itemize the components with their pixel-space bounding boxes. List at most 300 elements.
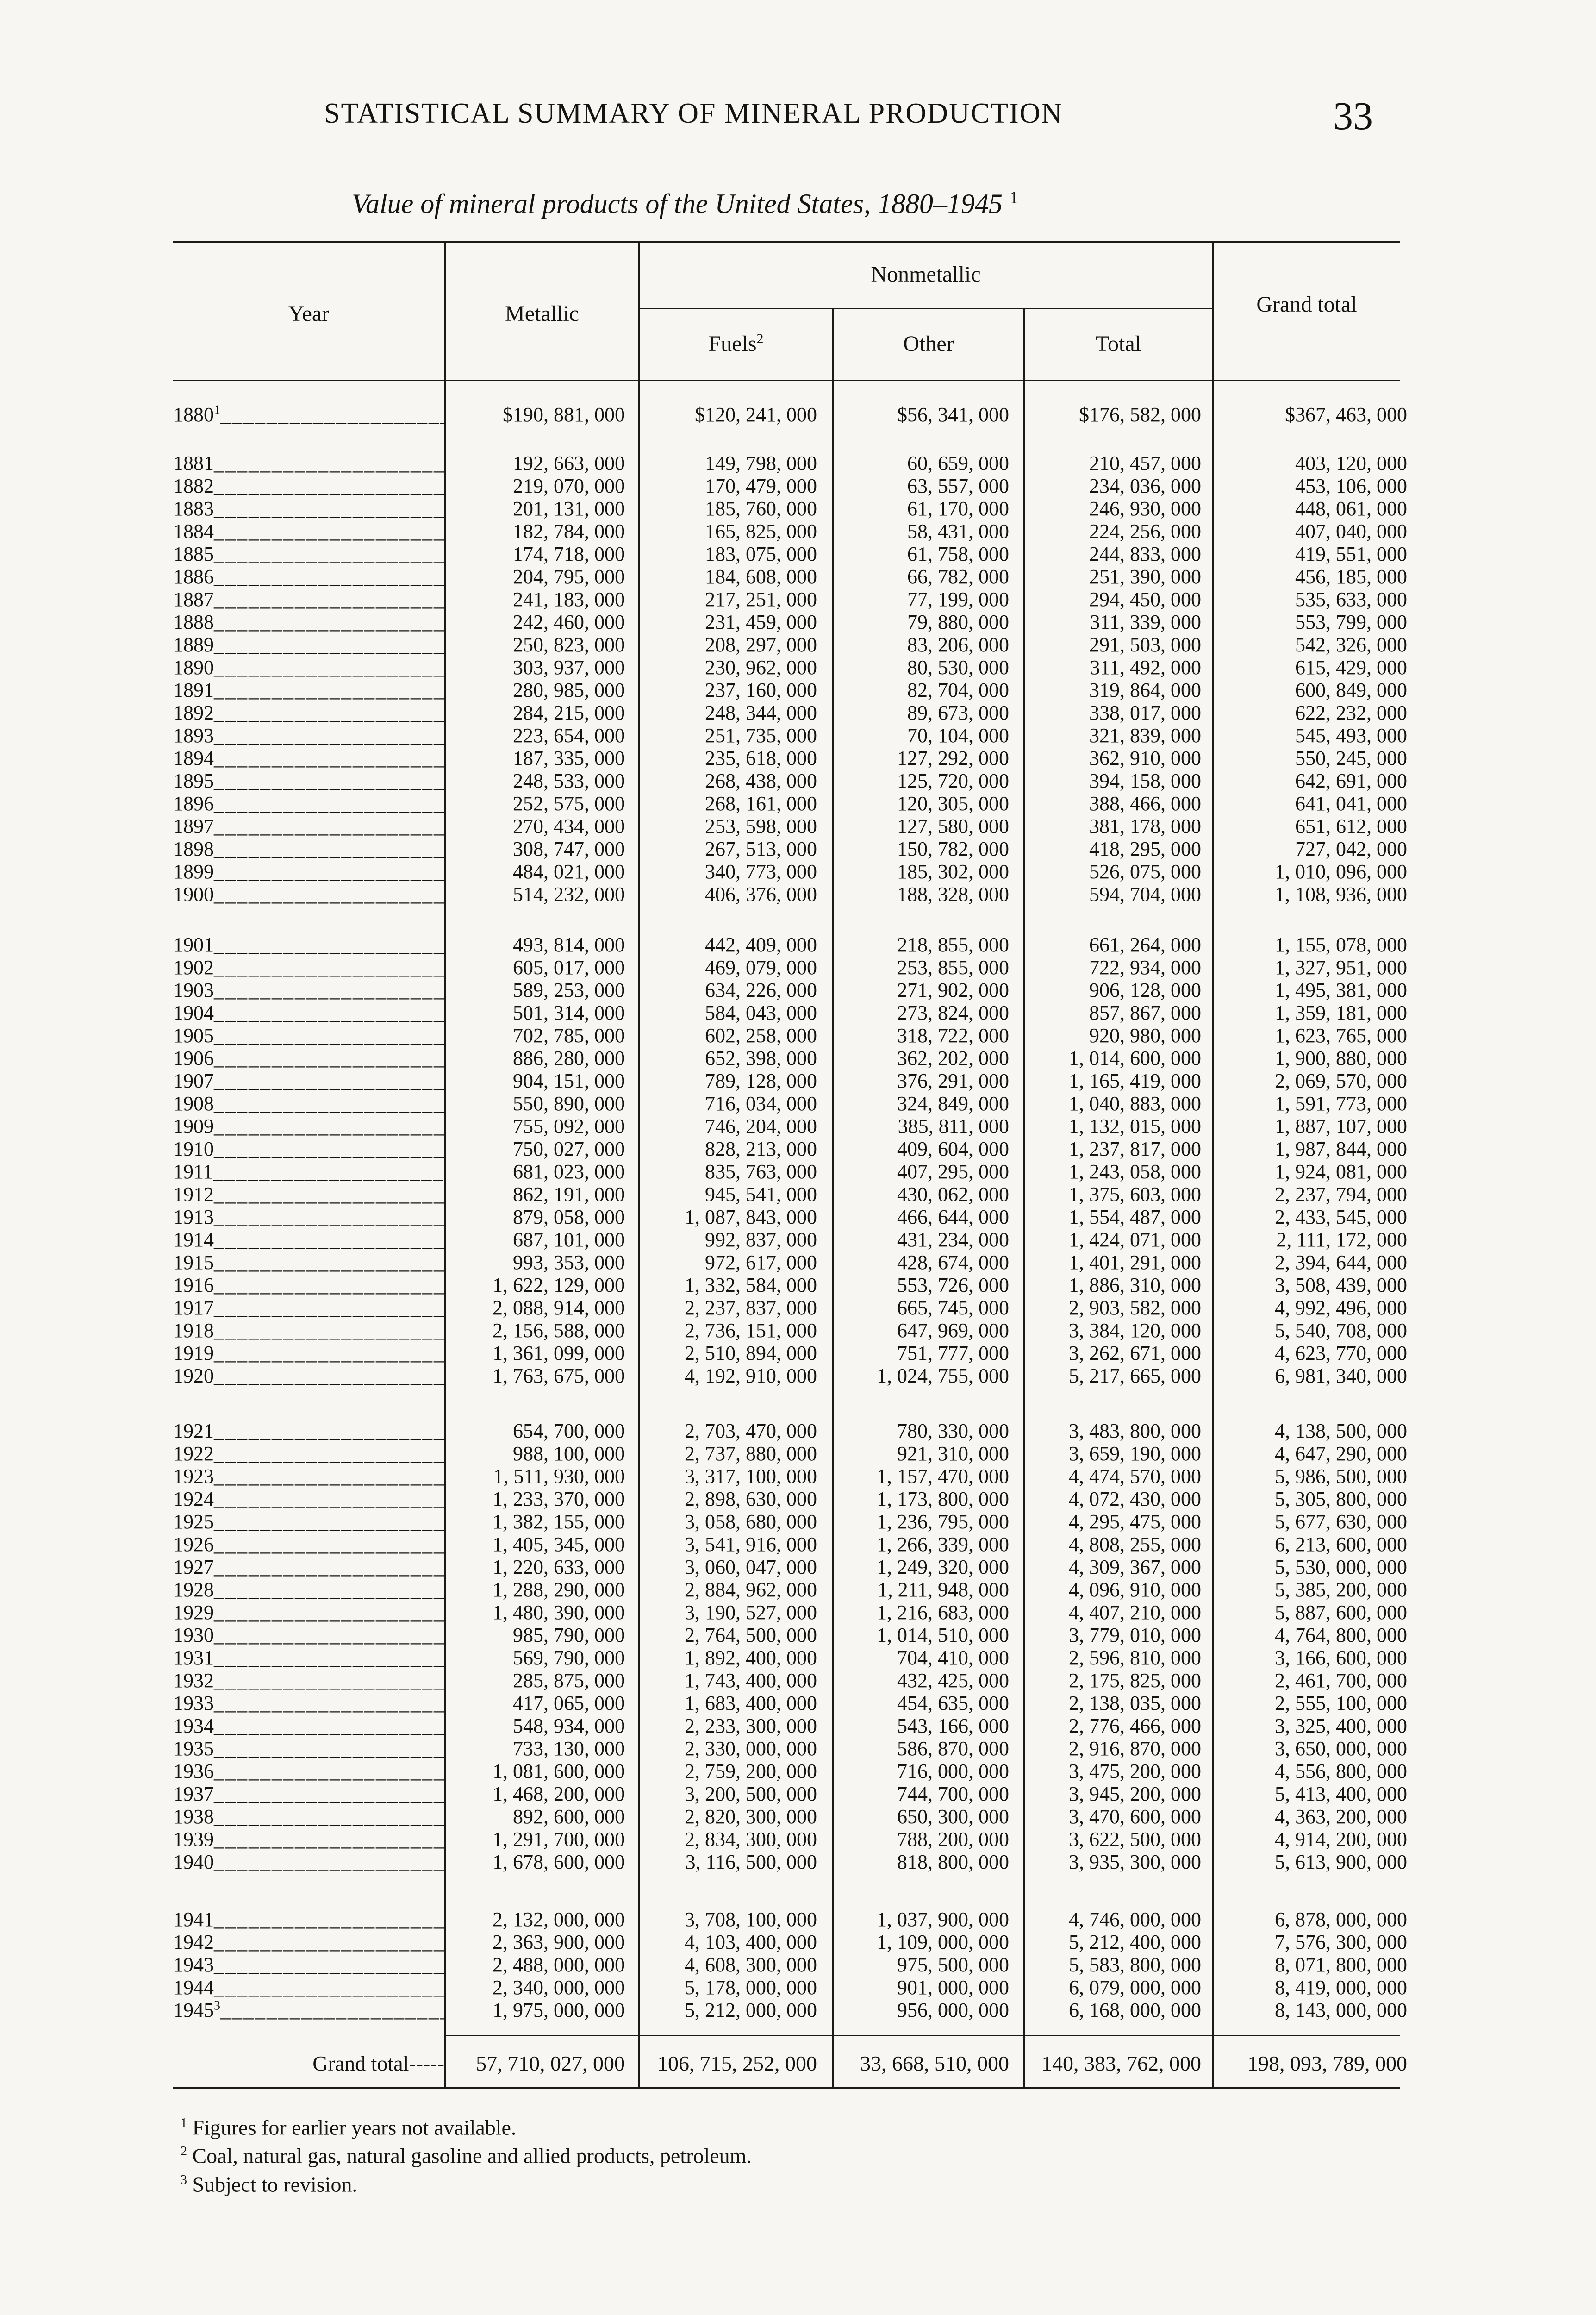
fuels-cell: 1, 892, 400, 000: [685, 1646, 817, 1669]
fuels-cell: 3, 317, 100, 000: [685, 1465, 817, 1488]
total-cell: 2, 175, 825, 000: [1069, 1669, 1201, 1692]
dot-leader: [214, 1646, 446, 1669]
total-cell: 594, 704, 000: [1089, 883, 1201, 906]
table-row: [0, 1442, 1596, 1464]
header-grand-total: Grand total: [1256, 292, 1357, 317]
total-cell: 526, 075, 000: [1089, 860, 1201, 883]
table-row: [0, 1759, 1596, 1782]
other-cell: 751, 777, 000: [897, 1342, 1009, 1364]
dot-leader: [214, 1931, 446, 1953]
total-cell: 661, 264, 000: [1089, 933, 1201, 956]
table-title-text: Value of mineral products of the United States, 1880–1945: [352, 188, 1003, 219]
grand-total-cell: $367, 463, 000: [1285, 403, 1407, 426]
other-cell: 61, 170, 000: [907, 497, 1009, 520]
metallic-cell: 1, 405, 345, 000: [493, 1533, 625, 1556]
footnote-1-text: Figures for earlier years not available.: [192, 2115, 517, 2140]
dot-leader: [214, 1624, 446, 1646]
other-cell: 80, 530, 000: [907, 656, 1009, 679]
year-value: 1881: [173, 452, 214, 475]
total-cell: 1, 237, 817, 000: [1069, 1138, 1201, 1160]
grand-total-cell: 8, 143, 000, 000: [1275, 1999, 1407, 2021]
dot-leader: [214, 724, 446, 747]
year-cell: [173, 1805, 446, 1828]
year-value: 1938: [173, 1805, 214, 1828]
year-value: 1918: [173, 1319, 214, 1342]
footnote-1: [181, 2111, 752, 2140]
grand-total-cell: 7, 576, 300, 000: [1275, 1931, 1407, 1953]
fuels-cell: 442, 409, 000: [705, 933, 817, 956]
year-value: 1926: [173, 1533, 214, 1556]
table-row: [0, 588, 1596, 610]
fuels-cell: 3, 541, 916, 000: [685, 1533, 817, 1556]
year-cell: [173, 1251, 446, 1274]
dot-leader: [214, 770, 446, 792]
year-cell: [173, 1183, 446, 1206]
grand-total-cell: 456, 185, 000: [1295, 565, 1407, 588]
metallic-cell: 892, 600, 000: [513, 1805, 625, 1828]
total-cell: 251, 390, 000: [1089, 565, 1201, 588]
table-row: [0, 1160, 1596, 1183]
metallic-cell: 2, 132, 000, 000: [493, 1908, 625, 1931]
year-value: 1931: [173, 1646, 214, 1669]
metallic-cell: 1, 468, 200, 000: [493, 1783, 625, 1805]
table-row: [0, 1646, 1596, 1669]
other-cell: 409, 604, 000: [897, 1138, 1009, 1160]
dot-leader: [214, 520, 446, 543]
footnote-2-text: Coal, natural gas, natural gasoline and allied products, petroleum.: [192, 2144, 752, 2168]
dot-leader: [213, 1160, 446, 1183]
total-cell: 4, 407, 210, 000: [1069, 1601, 1201, 1624]
fuels-cell: 183, 075, 000: [705, 543, 817, 565]
header-total: Total: [1096, 332, 1141, 356]
other-cell: 956, 000, 000: [897, 1999, 1009, 2021]
table-row: [0, 837, 1596, 860]
grand-total-cell: 3, 650, 000, 000: [1275, 1737, 1407, 1760]
grand-total-cell: 4, 914, 200, 000: [1275, 1828, 1407, 1851]
table-row: [0, 860, 1596, 882]
fuels-cell: 3, 708, 100, 000: [685, 1908, 817, 1931]
table-row: [0, 1114, 1596, 1137]
total-cell: 4, 096, 910, 000: [1069, 1578, 1201, 1601]
grand-total-cell: 1, 900, 880, 000: [1275, 1047, 1407, 1070]
table-row: [0, 933, 1596, 956]
table-row: [0, 956, 1596, 978]
year-cell: [173, 1364, 446, 1388]
dot-leader: [214, 1828, 446, 1851]
total-cell: 5, 212, 400, 000: [1069, 1931, 1201, 1953]
grand-total-cell: 2, 237, 794, 000: [1275, 1183, 1407, 1206]
grand-total-cell: 5, 305, 800, 000: [1275, 1488, 1407, 1510]
grand-total-cell: 5, 986, 500, 000: [1275, 1465, 1407, 1488]
total-cell: 722, 934, 000: [1089, 956, 1201, 979]
table-row: [0, 1930, 1596, 1953]
year-value: 1882: [173, 475, 214, 497]
fuels-cell: 231, 459, 000: [705, 611, 817, 633]
year-cell: [173, 1464, 446, 1488]
fuels-cell: 634, 226, 000: [705, 979, 817, 1001]
total-cell: 1, 886, 310, 000: [1069, 1274, 1201, 1296]
other-cell: 120, 305, 000: [897, 792, 1009, 815]
fuels-cell: 835, 763, 000: [705, 1160, 817, 1183]
metallic-cell: 1, 291, 700, 000: [493, 1828, 625, 1851]
dot-leader: [214, 1714, 446, 1737]
other-cell: 788, 200, 000: [897, 1828, 1009, 1851]
fuels-cell: 2, 884, 962, 000: [685, 1578, 817, 1601]
metallic-cell: 589, 253, 000: [513, 979, 625, 1001]
other-cell: 271, 902, 000: [897, 979, 1009, 1001]
grand-total-cell: 2, 069, 570, 000: [1275, 1070, 1407, 1092]
year-cell: [173, 519, 446, 543]
fuels-cell: 789, 128, 000: [705, 1070, 817, 1092]
grand-total-cell: 4, 138, 500, 000: [1275, 1420, 1407, 1442]
other-cell: 428, 674, 000: [897, 1251, 1009, 1274]
table-row: [0, 1827, 1596, 1850]
year-value: 1943: [173, 1953, 214, 1976]
fuels-cell: 2, 736, 151, 000: [685, 1319, 817, 1342]
grand-total-other: 33, 668, 510, 000: [860, 2052, 1009, 2075]
metallic-cell: 879, 058, 000: [513, 1206, 625, 1228]
dot-leader: [214, 1228, 446, 1251]
fuels-cell: 584, 043, 000: [705, 1001, 817, 1024]
grand-total-cell: 2, 394, 644, 000: [1275, 1251, 1407, 1274]
other-cell: 1, 109, 000, 000: [877, 1931, 1009, 1953]
dot-leader: [214, 1783, 446, 1805]
year-cell: [173, 588, 446, 611]
dot-leader: [214, 747, 446, 770]
dot-leader: [214, 1760, 446, 1783]
fuels-cell: 2, 703, 470, 000: [685, 1420, 817, 1442]
other-cell: 586, 870, 000: [897, 1737, 1009, 1760]
other-cell: 82, 704, 000: [907, 679, 1009, 701]
fuels-cell: 235, 618, 000: [705, 747, 817, 770]
total-cell: 311, 339, 000: [1090, 611, 1201, 633]
footnote-2: [181, 2140, 752, 2168]
fuels-cell: 3, 060, 047, 000: [685, 1556, 817, 1578]
other-cell: 89, 673, 000: [907, 701, 1009, 724]
metallic-cell: 988, 100, 000: [513, 1442, 625, 1465]
fuels-cell: 268, 161, 000: [705, 792, 817, 815]
year-cell: [173, 1601, 446, 1624]
table-row: [0, 1069, 1596, 1092]
fuels-cell: 340, 773, 000: [705, 860, 817, 883]
other-cell: 1, 024, 755, 000: [877, 1364, 1009, 1387]
table-row: [0, 1908, 1596, 1930]
dot-leader: [214, 452, 446, 475]
total-cell: 246, 930, 000: [1089, 497, 1201, 520]
table-row: [0, 746, 1596, 769]
grand-total-cell: 6, 213, 600, 000: [1275, 1533, 1407, 1556]
table-row: [0, 1714, 1596, 1737]
table-row: [0, 656, 1596, 678]
year-footnote-mark: 1: [214, 403, 220, 418]
year-value: 1900: [173, 883, 214, 906]
other-cell: 716, 000, 000: [897, 1760, 1009, 1783]
metallic-cell: 493, 814, 000: [513, 933, 625, 956]
year-cell: [173, 724, 446, 747]
fuels-cell: 2, 820, 300, 000: [685, 1805, 817, 1828]
table-row: [0, 1137, 1596, 1160]
other-cell: 185, 302, 000: [897, 860, 1009, 883]
total-cell: 2, 138, 035, 000: [1069, 1692, 1201, 1714]
metallic-cell: 2, 363, 900, 000: [493, 1931, 625, 1953]
year-cell: [173, 933, 446, 957]
year-value: 1898: [173, 838, 214, 860]
grand-total-cell: 642, 691, 000: [1295, 770, 1407, 792]
nonmetallic-divider-rule: [638, 308, 1212, 309]
fuels-cell: 3, 200, 500, 000: [685, 1783, 817, 1805]
table-row: [0, 1183, 1596, 1205]
dot-leader: [220, 403, 446, 426]
table-row: [0, 1205, 1596, 1228]
metallic-cell: 2, 156, 588, 000: [493, 1319, 625, 1342]
total-cell: 3, 622, 500, 000: [1069, 1828, 1201, 1851]
other-cell: 60, 659, 000: [907, 452, 1009, 475]
header-fuels-footnote-mark: 2: [756, 331, 764, 346]
year-value: 1940: [173, 1851, 214, 1873]
table-bottom-rule: [173, 2087, 1400, 2089]
total-cell: 1, 401, 291, 000: [1069, 1251, 1201, 1274]
metallic-cell: 1, 233, 370, 000: [493, 1488, 625, 1510]
year-cell: [173, 451, 446, 475]
dot-leader: [214, 1578, 446, 1601]
fuels-cell: 716, 034, 000: [705, 1092, 817, 1115]
table-top-rule: [173, 241, 1400, 243]
other-cell: 744, 700, 000: [897, 1783, 1009, 1805]
grand-total-cell: 550, 245, 000: [1295, 747, 1407, 770]
dot-leader: [214, 956, 446, 979]
grand-total-cell: 2, 461, 700, 000: [1275, 1669, 1407, 1692]
grand-total-cell: 4, 992, 496, 000: [1275, 1296, 1407, 1319]
table-row: [0, 451, 1596, 474]
table-row: [0, 610, 1596, 633]
fuels-cell: 3, 190, 527, 000: [685, 1601, 817, 1624]
metallic-cell: 192, 663, 000: [513, 452, 625, 475]
metallic-cell: 605, 017, 000: [513, 956, 625, 979]
year-value: 1945: [173, 1999, 214, 2021]
metallic-cell: 1, 288, 290, 000: [493, 1578, 625, 1601]
year-cell: [173, 1533, 446, 1556]
footnote-1-mark: 1: [181, 2116, 187, 2130]
grand-total-cell: 8, 419, 000, 000: [1275, 1976, 1407, 1999]
year-value: 1921: [173, 1420, 214, 1442]
year-cell: [173, 792, 446, 815]
dot-leader: [214, 1805, 446, 1828]
dot-leader: [214, 1953, 446, 1976]
fuels-cell: 251, 735, 000: [705, 724, 817, 747]
grand-total-cell: 553, 799, 000: [1295, 611, 1407, 633]
dot-leader: [214, 979, 446, 1001]
grand-total-cell: 5, 613, 900, 000: [1275, 1851, 1407, 1873]
fuels-cell: 2, 898, 630, 000: [685, 1488, 817, 1510]
grand-total-cell: 5, 413, 400, 000: [1275, 1783, 1407, 1805]
fuels-cell: 1, 683, 400, 000: [685, 1692, 817, 1714]
table-title: [352, 188, 1018, 220]
dot-leader: [214, 838, 446, 860]
other-cell: 253, 855, 000: [897, 956, 1009, 979]
table-row: [0, 1976, 1596, 1998]
fuels-cell: 3, 058, 680, 000: [685, 1510, 817, 1533]
table-row: [0, 1691, 1596, 1714]
grand-total-cell: 1, 359, 181, 000: [1275, 1001, 1407, 1024]
year-value: 1886: [173, 565, 214, 588]
fuels-cell: 170, 479, 000: [705, 475, 817, 497]
year-cell: [173, 956, 446, 979]
year-cell: [173, 633, 446, 657]
year-value: 1899: [173, 860, 214, 883]
year-cell: [173, 1510, 446, 1533]
year-value: 1906: [173, 1047, 214, 1070]
total-cell: 857, 867, 000: [1089, 1001, 1201, 1024]
year-value: 1884: [173, 520, 214, 543]
other-cell: 466, 644, 000: [897, 1206, 1009, 1228]
year-cell: [173, 1555, 446, 1579]
table-row: [0, 474, 1596, 497]
dot-leader: [214, 1669, 446, 1692]
year-value: 1917: [173, 1296, 214, 1319]
year-value: 1889: [173, 633, 214, 656]
total-cell: 1, 375, 603, 000: [1069, 1183, 1201, 1206]
year-value: 1887: [173, 588, 214, 611]
total-cell: 362, 910, 000: [1089, 747, 1201, 770]
year-value: 1920: [173, 1364, 214, 1387]
dot-leader: [214, 1692, 446, 1714]
total-cell: 321, 839, 000: [1089, 724, 1201, 747]
dot-leader: [214, 815, 446, 838]
other-cell: 70, 104, 000: [907, 724, 1009, 747]
year-value: 1914: [173, 1228, 214, 1251]
year-cell: [173, 1827, 446, 1851]
table-row: [0, 1251, 1596, 1273]
grand-total-cell: 615, 429, 000: [1295, 656, 1407, 679]
year-cell: [173, 1205, 446, 1229]
metallic-cell: 242, 460, 000: [513, 611, 625, 633]
total-cell: 1, 424, 071, 000: [1069, 1228, 1201, 1251]
year-value: 1907: [173, 1070, 214, 1092]
fuels-cell: 5, 178, 000, 000: [685, 1976, 817, 1999]
fuels-cell: 149, 798, 000: [705, 452, 817, 475]
other-cell: 318, 722, 000: [897, 1024, 1009, 1047]
year-value: 1944: [173, 1976, 214, 1999]
table-row: [0, 1782, 1596, 1805]
year-value: 1912: [173, 1183, 214, 1206]
metallic-cell: 2, 088, 914, 000: [493, 1296, 625, 1319]
year-cell: [173, 1487, 446, 1511]
total-cell: 294, 450, 000: [1089, 588, 1201, 611]
dot-leader: [214, 1138, 446, 1160]
year-value: 1915: [173, 1251, 214, 1274]
metallic-cell: 308, 747, 000: [513, 838, 625, 860]
year-cell: [173, 610, 446, 634]
table-row: [0, 633, 1596, 656]
other-cell: 431, 234, 000: [897, 1228, 1009, 1251]
total-cell: 3, 935, 300, 000: [1069, 1851, 1201, 1873]
metallic-cell: 501, 314, 000: [513, 1001, 625, 1024]
other-cell: 1, 216, 683, 000: [877, 1601, 1009, 1624]
table-row: [0, 542, 1596, 565]
total-cell: 3, 483, 800, 000: [1069, 1420, 1201, 1442]
fuels-cell: 469, 079, 000: [705, 956, 817, 979]
other-cell: 77, 199, 000: [907, 588, 1009, 611]
other-cell: 83, 206, 000: [907, 633, 1009, 656]
grand-total-cell: 407, 040, 000: [1295, 520, 1407, 543]
year-value: 1929: [173, 1601, 214, 1624]
metallic-cell: $190, 881, 000: [503, 403, 625, 426]
fuels-cell: 992, 837, 000: [705, 1228, 817, 1251]
total-cell: 3, 475, 200, 000: [1069, 1760, 1201, 1783]
metallic-cell: 1, 480, 390, 000: [493, 1601, 625, 1624]
total-cell: 5, 583, 800, 000: [1069, 1953, 1201, 1976]
table-row: [0, 1555, 1596, 1578]
table-row: [0, 565, 1596, 588]
other-cell: 1, 037, 900, 000: [877, 1908, 1009, 1931]
dot-leader: [214, 860, 446, 883]
total-cell: 2, 596, 810, 000: [1069, 1646, 1201, 1669]
fuels-cell: 4, 608, 300, 000: [685, 1953, 817, 1976]
total-cell: 3, 945, 200, 000: [1069, 1783, 1201, 1805]
metallic-cell: 862, 191, 000: [513, 1183, 625, 1206]
total-cell: 6, 168, 000, 000: [1069, 1999, 1201, 2021]
fuels-cell: 237, 160, 000: [705, 679, 817, 701]
year-cell: [173, 1976, 446, 1999]
total-cell: 906, 128, 000: [1089, 979, 1201, 1001]
total-cell: 6, 079, 000, 000: [1069, 1976, 1201, 1999]
total-cell: 3, 384, 120, 000: [1069, 1319, 1201, 1342]
fuels-cell: 2, 330, 000, 000: [685, 1737, 817, 1760]
table-row: [0, 1319, 1596, 1341]
other-cell: 1, 173, 800, 000: [877, 1488, 1009, 1510]
other-cell: 218, 855, 000: [897, 933, 1009, 956]
year-footnote-mark: 3: [214, 1998, 220, 2013]
table-row: [0, 1737, 1596, 1759]
fuels-cell: 248, 344, 000: [705, 701, 817, 724]
grand-total-cell: 2, 555, 100, 000: [1275, 1692, 1407, 1714]
year-cell: [173, 746, 446, 770]
other-cell: 647, 969, 000: [897, 1319, 1009, 1342]
metallic-cell: 204, 795, 000: [513, 565, 625, 588]
metallic-cell: 886, 280, 000: [513, 1047, 625, 1070]
metallic-cell: 1, 678, 600, 000: [493, 1851, 625, 1873]
footnote-3-mark: 3: [181, 2172, 187, 2187]
year-value: 1936: [173, 1760, 214, 1783]
metallic-cell: 1, 511, 930, 000: [493, 1465, 625, 1488]
other-cell: 975, 500, 000: [897, 1953, 1009, 1976]
grand-total-cell: 3, 166, 600, 000: [1275, 1646, 1407, 1669]
total-cell: 311, 492, 000: [1090, 656, 1201, 679]
other-cell: 1, 249, 320, 000: [877, 1556, 1009, 1578]
year-cell: [173, 769, 446, 793]
dot-leader: [214, 1556, 446, 1578]
year-cell: [173, 1714, 446, 1738]
metallic-cell: 550, 890, 000: [513, 1092, 625, 1115]
year-value: 1925: [173, 1510, 214, 1533]
total-cell: 381, 178, 000: [1089, 815, 1201, 838]
other-cell: $56, 341, 000: [897, 403, 1009, 426]
grand-total-cell: 1, 010, 096, 000: [1275, 860, 1407, 883]
grand-total-cell: 403, 120, 000: [1295, 452, 1407, 475]
fuels-cell: 3, 116, 500, 000: [685, 1851, 817, 1873]
year-value: 1942: [173, 1931, 214, 1953]
dot-leader: [214, 1533, 446, 1556]
fuels-cell: 2, 237, 837, 000: [685, 1296, 817, 1319]
other-cell: 921, 310, 000: [897, 1442, 1009, 1465]
fuels-cell: 267, 513, 000: [705, 838, 817, 860]
grand-total-cell: 2, 111, 172, 000: [1276, 1228, 1407, 1251]
year-value: 1885: [173, 543, 214, 565]
table-row: [0, 1273, 1596, 1296]
table-row: [0, 1487, 1596, 1510]
fuels-cell: 4, 192, 910, 000: [685, 1364, 817, 1387]
dot-leader: [214, 1364, 446, 1387]
